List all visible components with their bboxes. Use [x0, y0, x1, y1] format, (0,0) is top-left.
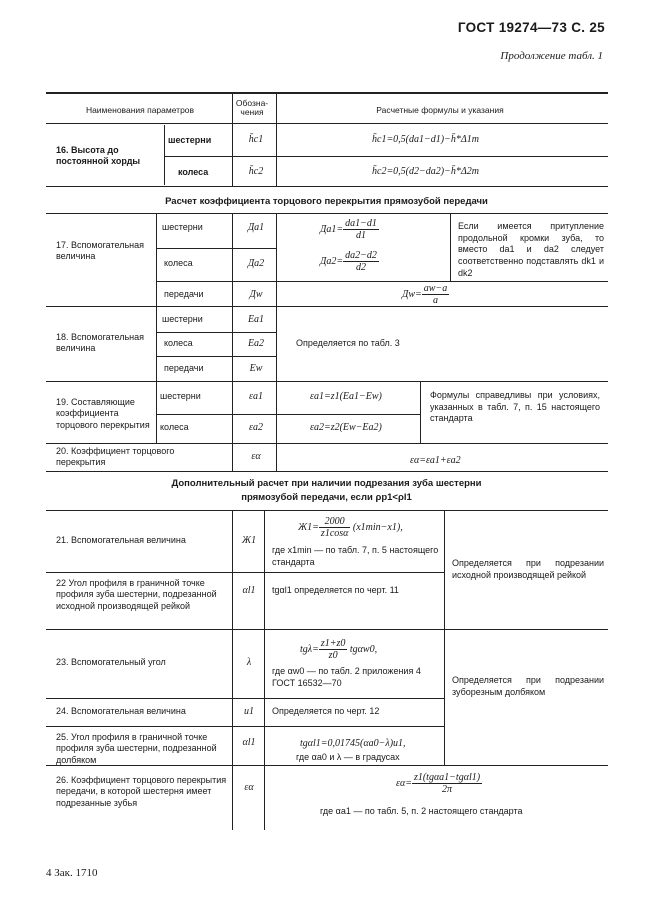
param-19-sub-wheel: колеса: [160, 422, 189, 432]
param-19-name: 19. Составляющие коэффициента торцового перекрытия: [56, 397, 150, 430]
param-20-name: 20. Коэффициент торцового перекрытия: [56, 446, 175, 468]
param-16-sub-gear: шестерни: [168, 135, 212, 145]
page-footer: 4 Зак. 1710: [46, 867, 98, 879]
param-26-formula: εα= $\frac{\text{z1(tgαa1−tgαl1)}}{2\pi}$: [396, 772, 481, 795]
param-17-sym-1: Дa1: [247, 222, 265, 233]
section-title-1: Расчет коэффициента торцового перекрытия прямозубой передачи: [165, 196, 488, 207]
param-25-name: 25. Угол профиля в граничной точке профиля зуба шестерни, подрезанной долбяком: [56, 732, 217, 765]
param-18-sym-2: Ea2: [247, 338, 265, 349]
param-20-sym: εα: [251, 451, 261, 462]
col-header-formulas: Расчетные формулы и указания: [376, 105, 504, 115]
section-title-2-line2: прямозубой передачи, если ρp1<ρl1: [241, 492, 412, 503]
table-top-rule: [46, 92, 608, 94]
param-18-sub-wheel: колеса: [164, 338, 193, 348]
param-23-sym: λ: [246, 657, 252, 668]
param-16-name: 16. Высота до постоянной хорды: [56, 145, 141, 167]
param-21-name: 21. Вспомогательная величина: [56, 535, 186, 545]
param-18-sub-gear: шестерни: [162, 314, 203, 324]
param-25-formula: tgαl1=0,01745(αa0−λ)u1,: [300, 738, 406, 749]
param-23-note: Определяется при подрезании зуборезным долбяком: [452, 675, 604, 697]
param-17-name: 17. Вспомогательная величина: [56, 240, 144, 262]
param-21-sym: Ж1: [241, 535, 257, 546]
param-23-name: 23. Вспомогательный угол: [56, 657, 166, 667]
param-17-sym-3: Дw: [249, 289, 263, 300]
param-26-text: где αa1 — по табл. 5, п. 2 настоящего стандарта: [320, 806, 523, 816]
param-25-sym: αl1: [242, 737, 256, 748]
table-continuation: Продолжение табл. 1: [500, 50, 603, 62]
page-header: ГОСТ 19274—73 С. 25: [457, 20, 605, 35]
param-18-sym-3: Ew: [249, 363, 263, 374]
param-18-text: Определяется по табл. 3: [296, 338, 400, 348]
param-21-formula: Ж1= $\frac{2000}{z1\cos\alpha}$ (x1min−x1),: [298, 516, 403, 539]
param-16-sub-wheel: колеса: [178, 167, 209, 177]
param-22-name: 22 Угол профиля в граничной точке профиля зуба шестерни, подрезанной исходной производящей рейкой: [56, 578, 217, 611]
param-23-formula: tgλ= $\frac{z1+z0}{z0}$ tgαw0,: [300, 638, 378, 661]
param-26-name: 26. Коэффициент торцового перекрытия передачи, в которой шестерня имеет подрезанные зубья: [56, 775, 227, 808]
param-18-sym-1: Ea1: [247, 314, 265, 325]
param-17-sub-gearing: передачи: [164, 289, 204, 299]
param-24-sym: u1: [244, 706, 254, 717]
col-header-name: Наименования параметров: [85, 105, 195, 115]
param-17-note: Если имеется притупление продольной кромки зуба, то вместо da1 и da2 следует соответственно подставлять dk1 и dk2: [458, 221, 604, 278]
param-25-text: где αa0 и λ — в градусах: [296, 752, 400, 762]
param-19-formula-2: εa2=z2(Ew−Ea2): [310, 422, 382, 433]
param-22-text: tgαl1 определяется по черт. 11: [272, 585, 399, 595]
param-17-formula-2: Дa2= $\frac{da2-d2}{d2}$: [320, 250, 377, 273]
section-title-2-line1: Дополнительный расчет при наличии подрезания зуба шестерни: [171, 478, 482, 489]
param-18-sub-gearing: передачи: [164, 363, 204, 373]
param-16-sym-2: h̄c2: [248, 166, 264, 177]
param-23-text: где αw0 — по табл. 2 приложения 4 ГОСТ 16532—70: [272, 666, 421, 688]
param-17-sub-wheel: колеса: [164, 258, 193, 268]
param-19-sub-gear: шестерни: [160, 391, 201, 401]
param-26-sym: εα: [244, 782, 254, 793]
param-17-formula-3: Дw= $\frac{aw-a}{a}$: [402, 283, 448, 306]
col-header-symbol: Обозна- чения: [235, 98, 269, 118]
param-19-sym-2: εa2: [249, 422, 263, 433]
param-24-name: 24. Вспомогательная величина: [56, 706, 186, 716]
param-18-name: 18. Вспомогательная величина: [56, 332, 144, 354]
param-17-sym-2: Дa2: [247, 258, 265, 269]
param-19-sym-1: εa1: [249, 391, 263, 402]
param-19-note: Формулы справедливы при условиях, указанных в табл. 7, п. 15 настоящего стандарта: [430, 390, 600, 424]
param-21-text: где x1min — по табл. 7, п. 5 настоящего стандарта: [272, 545, 439, 567]
param-21-note: Определяется при подрезании исходной производящей рейкой: [452, 558, 604, 580]
param-17-formula-1: Дa1= $\frac{da1-d1}{d1}$: [320, 218, 377, 241]
param-24-text: Определяется по черт. 12: [272, 706, 380, 716]
param-16-formula-2: h̄c2=0,5(d2−da2)−h̄*Δ2m: [372, 166, 479, 177]
param-16-formula-1: h̄c1=0,5(da1−d1)−h̄*Δ1m: [372, 134, 479, 145]
param-19-formula-1: εa1=z1(Ea1−Ew): [310, 391, 382, 402]
param-16-sym-1: h̄c1: [248, 134, 264, 145]
param-22-sym: αl1: [242, 585, 256, 596]
param-20-formula: εα=εa1+εa2: [410, 455, 461, 466]
param-17-sub-gear: шестерни: [162, 222, 203, 232]
